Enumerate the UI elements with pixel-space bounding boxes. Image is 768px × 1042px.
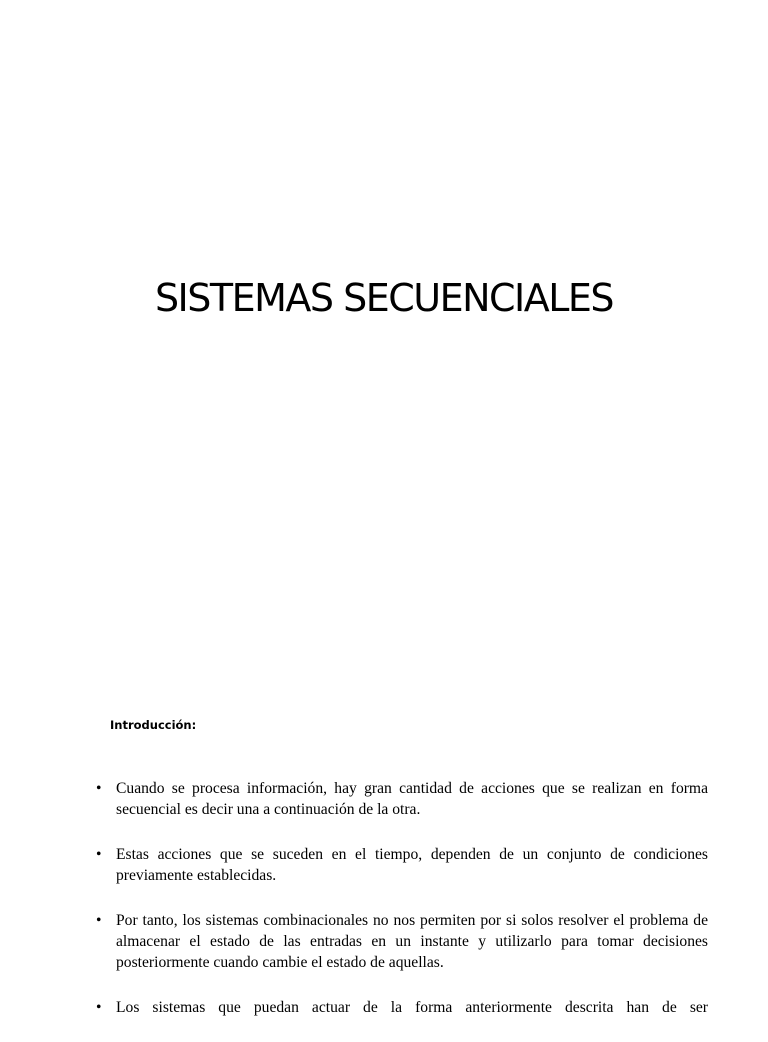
bullet-text: Los sistemas que puedan actuar de la forma anteriormente descrita han de ser: [116, 999, 708, 1016]
bullet-icon: •: [96, 846, 102, 863]
bullet-icon: •: [96, 780, 102, 797]
bullet-icon: •: [96, 999, 102, 1016]
list-item: [96, 778, 708, 820]
bullet-list: [96, 778, 708, 1042]
list-item: [96, 910, 708, 973]
list-item: [96, 997, 708, 1018]
bullet-text: Por tanto, los sistemas combinacionales no nos permiten por si solos resolver el problema de almacenar el estado de las entradas en un instante y utilizarlo para tomar decisiones posteriormente cuando cambie el estado de aquellas.: [116, 912, 708, 971]
bullet-text: Cuando se procesa información, hay gran cantidad de acciones que se realizan en forma secuencial es decir una a continuación de la otra.: [116, 780, 708, 818]
bullet-icon: •: [96, 912, 102, 929]
section-heading: Introducción:: [110, 718, 197, 732]
slide-title: SISTEMAS SECUENCIALES: [154, 276, 614, 320]
list-item: [96, 844, 708, 886]
bullet-text: Estas acciones que se suceden en el tiempo, dependen de un conjunto de condiciones previamente establecidas.: [116, 846, 708, 884]
